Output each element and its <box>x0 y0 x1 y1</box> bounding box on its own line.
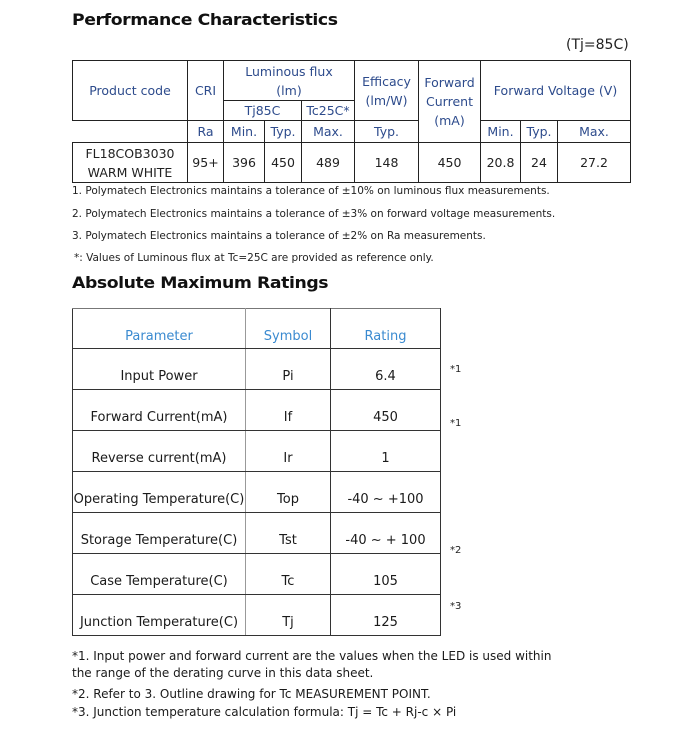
efficacy-label: Efficacy <box>362 73 411 89</box>
footnote-mark-1b: *1 <box>450 418 462 429</box>
footnote-2: *2. Refer to 3. Outline drawing for Tc MEASUREMENT POINT. <box>72 687 431 701</box>
cell-rating: 450 <box>331 390 441 431</box>
header-ra: Ra <box>188 121 224 143</box>
product-code-line2: WARM WHITE <box>87 164 173 180</box>
test-condition: (Tj=85C) <box>566 37 629 53</box>
forward-current-label-2: Current <box>426 94 473 109</box>
cell-parameter: Reverse current(mA) <box>73 431 246 472</box>
ratings-table <box>72 308 441 636</box>
cell-parameter: Case Temperature(C) <box>73 554 246 595</box>
header-rating: Rating <box>331 309 441 349</box>
table-row <box>73 554 441 595</box>
header-parameter: Parameter <box>73 309 246 349</box>
header-voltage-typ: Typ. <box>521 121 558 143</box>
note-2: 2. Polymatech Electronics maintains a tolerance of ±3% on forward voltage measurements. <box>72 208 556 220</box>
table-row <box>73 390 441 431</box>
cell-efficacy-typ: 148 <box>355 143 419 183</box>
footnote-3: *3. Junction temperature calculation formula: Tj = Tc + Rj-c × Pi <box>72 705 457 719</box>
header-flux-typ: Typ. <box>265 121 302 143</box>
cell-rating: -40 ~ + 100 <box>331 513 441 554</box>
cell-forward-current: 450 <box>419 143 481 183</box>
header-flux-min: Min. <box>224 121 265 143</box>
header-forward-current <box>419 61 481 143</box>
header-efficacy-typ: Typ. <box>355 121 419 143</box>
luminous-flux-unit: (lm) <box>276 82 302 98</box>
cell-symbol: Tst <box>246 513 331 554</box>
footnote-1: *1. Input power and forward current are the values when the LED is used within the range of the derating curve in this data sheet. <box>72 649 552 680</box>
cell-parameter: Forward Current(mA) <box>73 390 246 431</box>
ratings-title: Absolute Maximum Ratings <box>72 273 329 292</box>
footnote-mark-2: *2 <box>450 545 462 556</box>
cell-flux-typ: 450 <box>265 143 302 183</box>
header-tj85c: Tj85C <box>224 101 302 121</box>
header-product-code: Product code <box>73 61 188 121</box>
cell-flux-min: 396 <box>224 143 265 183</box>
header-symbol: Symbol <box>246 309 331 349</box>
cell-parameter: Input Power <box>73 349 246 390</box>
performance-table <box>72 60 631 183</box>
cell-rating: 125 <box>331 595 441 636</box>
table-row <box>73 595 441 636</box>
header-flux-max: Max. <box>302 121 355 143</box>
cell-parameter: Operating Temperature(C) <box>73 472 246 513</box>
cell-flux-max: 489 <box>302 143 355 183</box>
header-voltage-max: Max. <box>558 121 631 143</box>
header-forward-voltage: Forward Voltage (V) <box>481 61 631 121</box>
header-efficacy <box>355 61 419 121</box>
note-reference: *: Values of Luminous flux at Tc=25C are provided as reference only. <box>74 252 434 264</box>
cell-ra: 95+ <box>188 143 224 183</box>
table-row <box>73 349 441 390</box>
cell-symbol: Pi <box>246 349 331 390</box>
performance-title: Performance Characteristics <box>72 10 338 29</box>
note-3: 3. Polymatech Electronics maintains a tolerance of ±2% on Ra measurements. <box>72 230 486 242</box>
table-row <box>73 472 441 513</box>
header-cri: CRI <box>188 61 224 121</box>
cell-voltage-max: 27.2 <box>558 143 631 183</box>
header-voltage-min: Min. <box>481 121 521 143</box>
cell-symbol: If <box>246 390 331 431</box>
cell-voltage-min: 20.8 <box>481 143 521 183</box>
cell-symbol: Ir <box>246 431 331 472</box>
forward-current-unit: (mA) <box>434 113 465 128</box>
luminous-flux-label: Luminous flux <box>245 63 333 79</box>
forward-current-label: Forward <box>424 75 475 90</box>
cell-rating: 105 <box>331 554 441 595</box>
header-tc25c: Tc25C* <box>302 101 355 121</box>
cell-rating: -40 ~ +100 <box>331 472 441 513</box>
table-row <box>73 143 631 183</box>
table-row <box>73 513 441 554</box>
cell-rating: 1 <box>331 431 441 472</box>
cell-symbol: Top <box>246 472 331 513</box>
cell-voltage-typ: 24 <box>521 143 558 183</box>
product-code-line1: FL18COB3030 <box>85 145 175 161</box>
cell-parameter: Junction Temperature(C) <box>73 595 246 636</box>
cell-symbol: Tc <box>246 554 331 595</box>
footnote-mark-1: *1 <box>450 364 462 375</box>
footnote-mark-3: *3 <box>450 601 462 612</box>
cell-parameter: Storage Temperature(C) <box>73 513 246 554</box>
note-1: 1. Polymatech Electronics maintains a tolerance of ±10% on luminous flux measurements. <box>72 185 550 197</box>
cell-rating: 6.4 <box>331 349 441 390</box>
cell-product-code <box>73 143 188 183</box>
table-row <box>73 431 441 472</box>
efficacy-unit: (lm/W) <box>365 92 408 108</box>
cell-symbol: Tj <box>246 595 331 636</box>
header-luminous-flux <box>224 61 355 101</box>
